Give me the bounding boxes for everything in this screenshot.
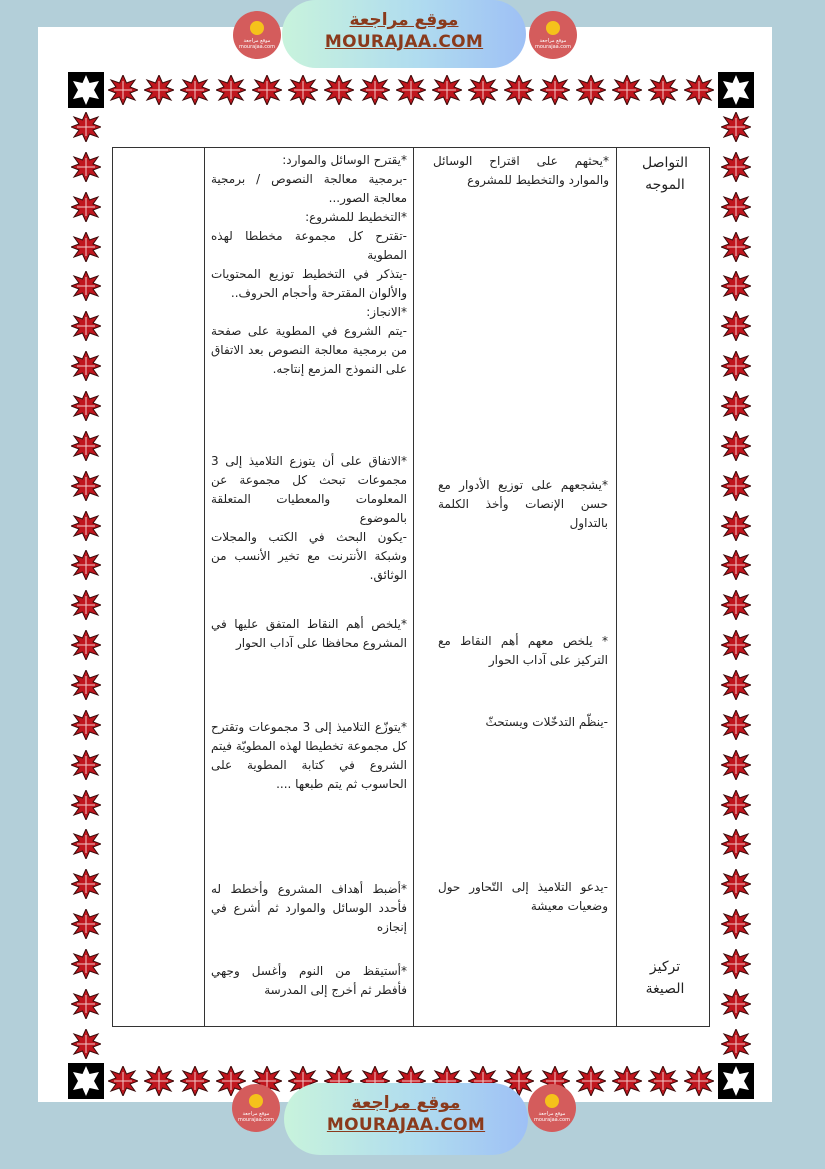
- star-icon: [71, 869, 101, 899]
- open-book-icon: [250, 21, 264, 35]
- star-icon: [576, 75, 606, 105]
- star-icon: [684, 75, 714, 105]
- star-icon: [721, 590, 751, 620]
- star-icon: [721, 989, 751, 1019]
- banner-arabic-title: موقع مراجعة: [351, 1093, 461, 1113]
- star-icon: [721, 192, 751, 222]
- star-icon: [71, 431, 101, 461]
- logo-caption: موقع مراجعة mourajaa.com: [237, 1111, 274, 1123]
- star-icon: [71, 790, 101, 820]
- top-star-row: [108, 75, 714, 105]
- student-activity-block: [211, 718, 407, 794]
- stage-label-guided-communication: التواصل الموجه: [642, 155, 688, 193]
- star-icon: [648, 1066, 678, 1096]
- star-icon: [721, 471, 751, 501]
- teacher-activity: *يحثهم على اقتراح الوسائل والموارد والتخطيط للمشروع: [433, 154, 609, 187]
- star-icon: [71, 192, 101, 222]
- open-book-icon: [546, 21, 560, 35]
- column-divider: [413, 148, 414, 1026]
- corner-star-icon: [718, 72, 754, 108]
- star-icon: [180, 1066, 210, 1096]
- star-icon: [324, 75, 354, 105]
- site-logo-right: [529, 11, 577, 59]
- student-line: *يتوزّع التلاميذ إلى 3 مجموعات وتقترح كل مجموعة تخطيطا لهذه المطويّة فيتم الشروع في كتابة المطوية على الحاسوب ثم يتم طبعها ....: [211, 720, 407, 791]
- star-icon: [721, 869, 751, 899]
- star-icon: [721, 351, 751, 381]
- student-line: *التخطيط للمشروع:: [305, 210, 407, 224]
- student-line: -يكون البحث في الكتب والمجلات وشبكة الأنترنت مع تخير الأنسب من الوثائق.: [211, 530, 407, 582]
- star-icon: [721, 630, 751, 660]
- open-book-icon: [249, 1094, 263, 1108]
- student-line: *أضبط أهداف المشروع وأخطط له فأحدد الوسائل والموارد ثم أشرع في إنجازه: [211, 882, 407, 934]
- star-icon: [71, 391, 101, 421]
- star-icon: [721, 511, 751, 541]
- star-icon: [144, 1066, 174, 1096]
- site-banner-top[interactable]: [282, 0, 526, 68]
- star-icon: [71, 271, 101, 301]
- student-activity-block: [211, 962, 407, 1000]
- teacher-activity: * يلخص معهم أهم النقاط مع التركيز على آداب الحوار: [438, 634, 608, 667]
- star-icon: [71, 511, 101, 541]
- logo-caption: موقع مراجعة mourajaa.com: [238, 38, 275, 50]
- star-icon: [180, 75, 210, 105]
- star-icon: [721, 909, 751, 939]
- star-icon: [71, 829, 101, 859]
- star-icon: [576, 1066, 606, 1096]
- student-activity-block: [211, 151, 407, 379]
- star-icon: [721, 790, 751, 820]
- star-icon: [71, 710, 101, 740]
- site-banner-bottom[interactable]: [284, 1083, 528, 1155]
- stage-label-formula-focus: تركيز الصيغة: [645, 959, 685, 997]
- star-icon: [721, 750, 751, 780]
- star-icon: [71, 152, 101, 182]
- star-icon: [71, 909, 101, 939]
- star-icon: [396, 75, 426, 105]
- star-icon: [721, 152, 751, 182]
- left-star-column: [71, 112, 101, 1059]
- student-line: -يتذكر في التخطيط توزيع المحتويات والألوان المقترحة وأحجام الحروف..: [211, 267, 407, 300]
- star-icon: [71, 750, 101, 780]
- star-icon: [721, 1029, 751, 1059]
- star-icon: [540, 75, 570, 105]
- teacher-activity: -ينظّم التدخّلات ويستحثّ: [485, 715, 608, 729]
- student-line: *يلخص أهم النقاط المتفق عليها في المشروع محافظا على آداب الحوار: [211, 617, 407, 650]
- corner-star-icon: [718, 1063, 754, 1099]
- teacher-activity: -يدعو التلاميذ إلى التّحاور حول وضعيات معيشة: [438, 880, 608, 913]
- star-icon: [721, 949, 751, 979]
- student-line: -يتم الشروع في المطوية على صفحة من برمجية معالجة النصوص بعد الاتفاق على النموذج المزمع إنتاجه.: [211, 324, 407, 376]
- star-icon: [721, 112, 751, 142]
- star-icon: [721, 311, 751, 341]
- star-icon: [721, 271, 751, 301]
- column-divider: [616, 148, 617, 1026]
- logo-caption: موقع مراجعة mourajaa.com: [533, 1111, 570, 1123]
- student-activity-block: [211, 452, 407, 585]
- teacher-activity: *يشجعهم على توزيع الأدوار مع حسن الإنصات وأخذ الكلمة بالتداول: [438, 478, 608, 530]
- star-icon: [721, 232, 751, 262]
- open-book-icon: [545, 1094, 559, 1108]
- star-icon: [612, 75, 642, 105]
- star-icon: [71, 630, 101, 660]
- star-icon: [721, 670, 751, 700]
- star-icon: [432, 75, 462, 105]
- star-icon: [71, 670, 101, 700]
- student-line: -برمجية معالجة النصوص / برمجية معالجة الصور...: [211, 172, 407, 205]
- star-icon: [721, 391, 751, 421]
- star-icon: [71, 949, 101, 979]
- star-icon: [468, 75, 498, 105]
- student-line: *يقترح الوسائل والموارد:: [282, 153, 407, 167]
- star-icon: [721, 829, 751, 859]
- logo-caption: موقع مراجعة mourajaa.com: [534, 38, 571, 50]
- star-icon: [71, 550, 101, 580]
- corner-star-icon: [68, 72, 104, 108]
- banner-site-url[interactable]: MOURAJAA.COM: [324, 32, 484, 52]
- banner-site-url[interactable]: MOURAJAA.COM: [326, 1115, 486, 1135]
- site-logo-right: [528, 1084, 576, 1132]
- banner-arabic-title: موقع مراجعة: [349, 10, 459, 30]
- student-activity-block: [211, 880, 407, 937]
- column-divider: [204, 148, 205, 1026]
- star-icon: [71, 471, 101, 501]
- site-logo-left: [233, 11, 281, 59]
- star-icon: [612, 1066, 642, 1096]
- student-line: -تقترح كل مجموعة مخططا لهذه المطوية: [211, 229, 407, 262]
- star-icon: [71, 1029, 101, 1059]
- star-icon: [360, 75, 390, 105]
- star-icon: [721, 431, 751, 461]
- star-icon: [216, 75, 246, 105]
- star-icon: [721, 550, 751, 580]
- star-icon: [252, 75, 282, 105]
- lesson-plan-table: [112, 147, 710, 1027]
- star-icon: [71, 232, 101, 262]
- student-line: *الاتفاق على أن يتوزع التلاميذ إلى 3 مجموعات تبحث كل مجموعة عن المعلومات والمعطيات المتعلقة بالموضوع: [211, 454, 407, 525]
- star-icon: [684, 1066, 714, 1096]
- star-icon: [71, 351, 101, 381]
- right-star-column: [721, 112, 751, 1059]
- star-icon: [108, 1066, 138, 1096]
- star-icon: [71, 311, 101, 341]
- star-icon: [71, 112, 101, 142]
- star-icon: [108, 75, 138, 105]
- student-line: *أستيقظ من النوم وأغسل وجهي فأفطر ثم أخرج إلى المدرسة: [211, 964, 407, 997]
- star-icon: [721, 710, 751, 740]
- star-icon: [71, 989, 101, 1019]
- student-activity-block: [211, 615, 407, 653]
- star-icon: [144, 75, 174, 105]
- site-logo-left: [232, 1084, 280, 1132]
- star-icon: [504, 75, 534, 105]
- star-icon: [71, 590, 101, 620]
- star-icon: [288, 75, 318, 105]
- corner-star-icon: [68, 1063, 104, 1099]
- star-icon: [648, 75, 678, 105]
- student-line: *الانجاز:: [366, 305, 407, 319]
